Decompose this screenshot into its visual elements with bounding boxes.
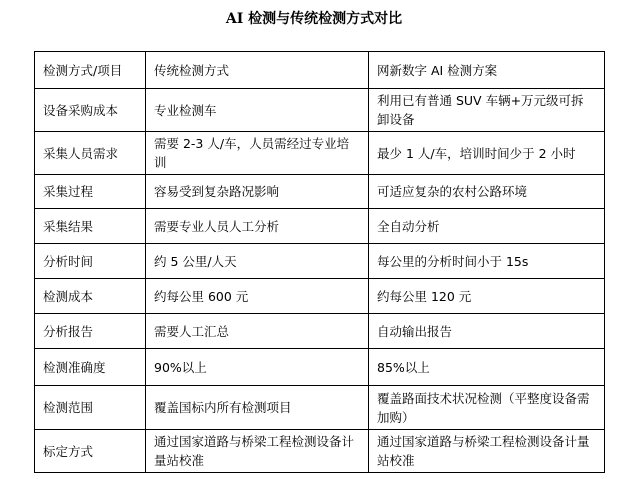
table-cell: 覆盖路面技术状况检测（平整度设备需加购）	[369, 386, 605, 430]
table-cell: 标定方式	[35, 430, 146, 473]
table-cell: 约 5 公里/人天	[146, 244, 369, 279]
table-cell: 需要 2-3 人/车，人员需经过专业培训	[146, 132, 369, 175]
table-cell: 可适应复杂的农村公路环境	[369, 175, 605, 209]
table-row	[35, 244, 605, 279]
table-cell: 分析时间	[35, 244, 146, 279]
table-row	[35, 314, 605, 349]
table-cell: 全自动分析	[369, 209, 605, 244]
document-title: AI 检测与传统检测方式对比	[225, 11, 403, 27]
table-cell: 85%以上	[369, 349, 605, 386]
table-cell: 采集人员需求	[35, 132, 146, 175]
table-cell: 检测范围	[35, 386, 146, 430]
comparison-table	[34, 51, 605, 473]
table-cell: 专业检测车	[146, 89, 369, 132]
table-cell: 90%以上	[146, 349, 369, 386]
header-cell: 传统检测方式	[146, 52, 369, 89]
table-cell: 覆盖国标内所有检测项目	[146, 386, 369, 430]
table-cell: 设备采购成本	[35, 89, 146, 132]
table-cell: 采集过程	[35, 175, 146, 209]
table-cell: 需要专业人员人工分析	[146, 209, 369, 244]
table-cell: 容易受到复杂路况影响	[146, 175, 369, 209]
table-cell: 利用已有普通 SUV 车辆+万元级可拆卸设备	[369, 89, 605, 132]
table-cell: 最少 1 人/车，培训时间少于 2 小时	[369, 132, 605, 175]
table-cell: 检测成本	[35, 279, 146, 314]
table-cell: 通过国家道路与桥梁工程检测设备计量站校准	[369, 430, 605, 473]
table-row	[35, 175, 605, 209]
table-row	[35, 430, 605, 473]
table-cell: 采集结果	[35, 209, 146, 244]
table-cell: 通过国家道路与桥梁工程检测设备计量站校准	[146, 430, 369, 473]
table-row	[35, 349, 605, 386]
table-cell: 约每公里 120 元	[369, 279, 605, 314]
table-cell: 分析报告	[35, 314, 146, 349]
table-cell: 需要人工汇总	[146, 314, 369, 349]
table-cell: 检测准确度	[35, 349, 146, 386]
table-row	[35, 209, 605, 244]
table-row	[35, 89, 605, 132]
table-row	[35, 386, 605, 430]
table-row	[35, 279, 605, 314]
header-cell: 网新数字 AI 检测方案	[369, 52, 605, 89]
table-cell: 每公里的分析时间小于 15s	[369, 244, 605, 279]
table-header-row	[35, 52, 605, 89]
table-cell: 约每公里 600 元	[146, 279, 369, 314]
table-row	[35, 132, 605, 175]
table-cell: 自动输出报告	[369, 314, 605, 349]
header-cell: 检测方式/项目	[35, 52, 146, 89]
